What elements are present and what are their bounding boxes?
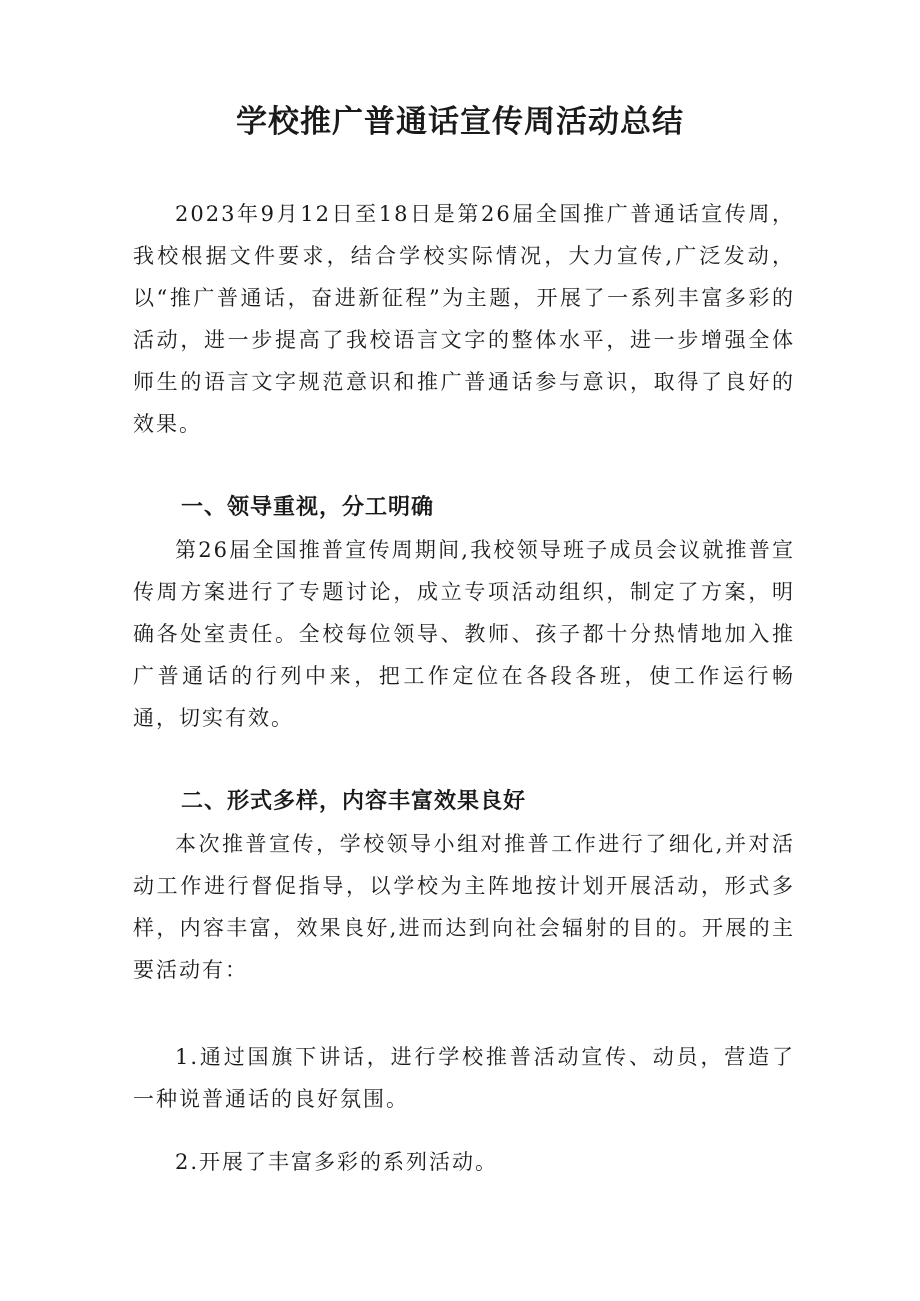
section-2-paragraph: 本次推普宣传，学校领导小组对推普工作进行了细化,并对活动工作进行督促指导，以学校为主阵地按计划开展活动，形式多样，内容丰富，效果良好,进而达到向社会辐射的目的。开展的主要活动有： <box>133 832 795 982</box>
intro-paragraph: 2023年9月12日至18日是第26届全国推广普通话宣传周，我校根据文件要求，结合学校实际情况，大力宣传,广泛发动，以“推广普通话，奋进新征程”为主题，开展了一系列丰富多彩的活动，进一步提高了我校语言文字的整体水平，进一步增强全体师生的语言文字规范意识和推广普通话参与意识，取得了良好的效果。 <box>133 202 795 436</box>
section-2-heading: 二、形式多样，内容丰富效果良好 <box>181 789 527 814</box>
section-1-paragraph: 第26届全国推普宣传周期间,我校领导班子成员会议就推普宣传周方案进行了专题讨论，成立专项活动组织，制定了方案，明确各处室责任。全校每位领导、教师、孩子都十分热情地加入推广普通话的行列中来，把工作定位在各段各班，使工作运行畅通，切实有效。 <box>133 538 795 730</box>
list-item-2: 2.开展了丰富多彩的系列活动。 <box>175 1150 499 1174</box>
list-item-1: 1.通过国旗下讲话，进行学校推普活动宣传、动员，营造了一种说普通话的良好氛围。 <box>133 1045 795 1111</box>
section-1-heading: 一、领导重视，分工明确 <box>181 495 435 520</box>
document-title: 学校推广普通话宣传周活动总结 <box>236 104 684 140</box>
